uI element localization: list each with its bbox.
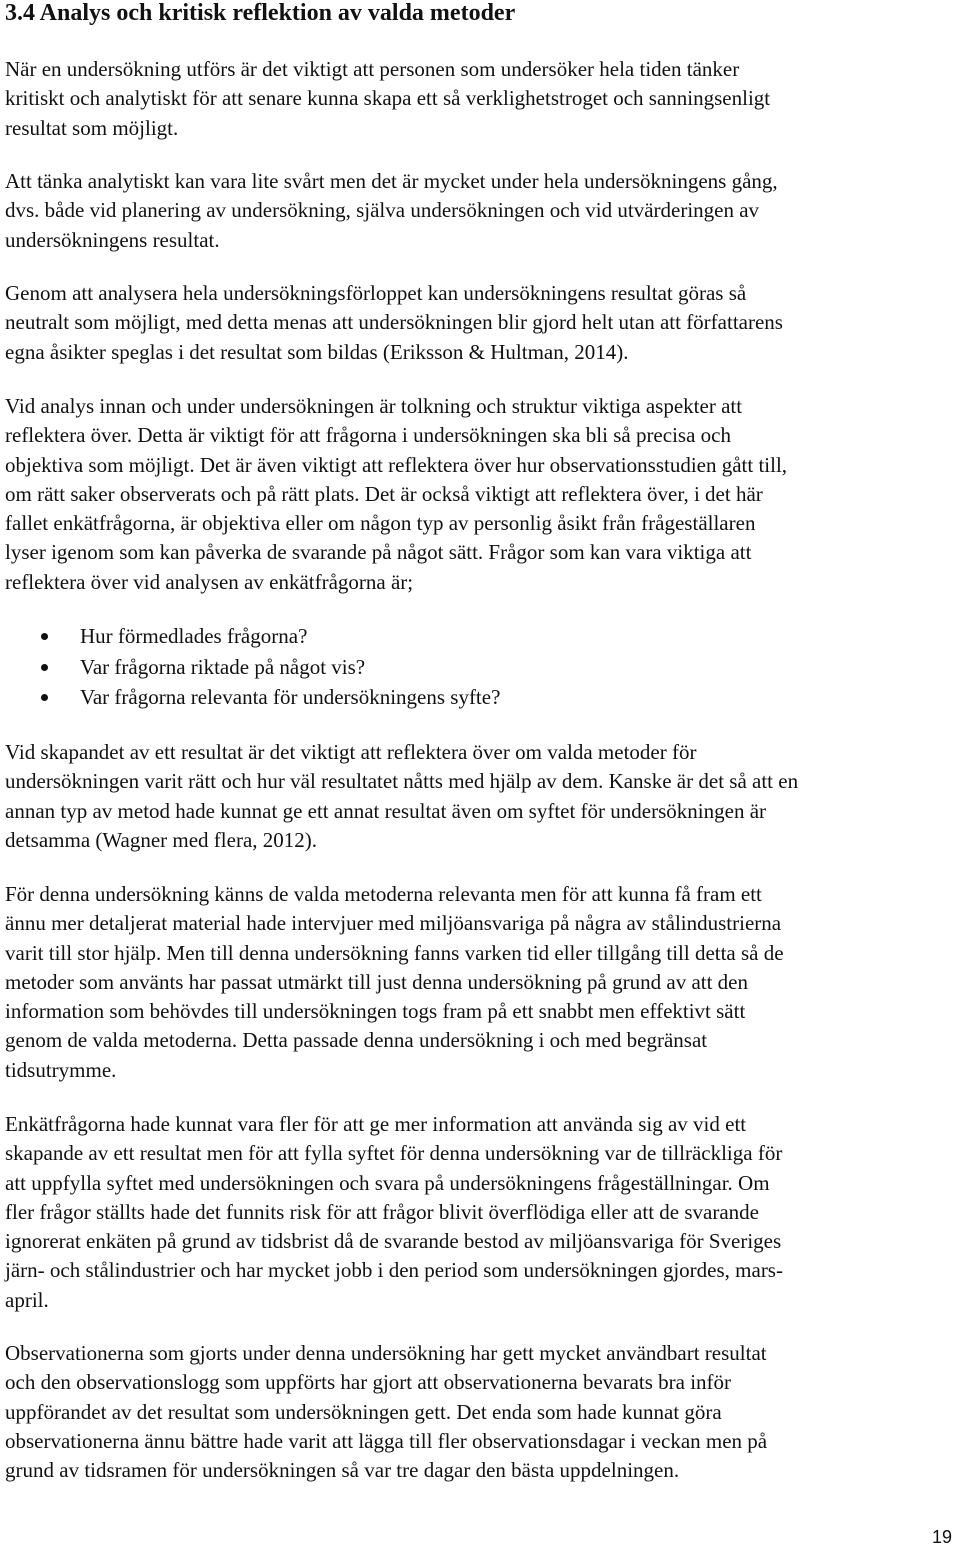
- text-line: Enkätfrågorna hade kunnat vara fler för att ge mer information att använda sig av vid ett: [5, 1112, 747, 1136]
- text-line: Vid analys innan och under undersökningen är tolkning och struktur viktiga aspekter att: [5, 394, 743, 418]
- text-line: tidsutrymme.: [5, 1057, 117, 1082]
- text-line: lyser igenom som kan påverka de svarande på något sätt. Frågor som kan vara viktiga att: [5, 540, 752, 565]
- text-line: reflektera över. Detta är viktigt för att frågorna i undersökningen ska bli så precisa och: [5, 423, 731, 448]
- text-line: ignorerat enkäten på grund av tidsbrist då de svarande bestod av miljöansvariga för Sveriges: [5, 1229, 782, 1254]
- text-line: Vid skapandet av ett resultat är det viktigt att reflektera över om valda metoder för: [5, 740, 697, 764]
- text-line: fallet enkätfrågorna, är objektiva eller om någon typ av personlig åsikt från frågeställaren: [5, 511, 756, 536]
- bullet-text: Var frågorna relevanta för undersökningens syfte?: [80, 685, 501, 709]
- text-line: och den observationslogg som uppförts har gjort att observationerna bevarats bra inför: [5, 1370, 732, 1395]
- text-line: skapande av ett resultat men för att fylla syftet för denna undersökning var de tillräckliga för: [5, 1141, 783, 1166]
- text-line: varit till stor hjälp. Men till denna undersökning fanns varken tid eller tillgång till detta så de: [5, 940, 784, 965]
- text-line: Observationerna som gjorts under denna undersökning har gett mycket användbart resultat: [5, 1341, 767, 1365]
- text-line: undersökningens resultat.: [5, 227, 220, 252]
- paragraph-intro: [5, 55, 955, 143]
- text-line: genom de valda metoderna. Detta passade denna undersökning i och med begränsat: [5, 1028, 708, 1053]
- text-line: kritiskt och analytiskt för att senare kunna skapa ett så verklighetstroget och sanningsenligt: [5, 86, 771, 111]
- text-line: metoder som använts har passat utmärkt till just denna undersökning på grund av att den: [5, 969, 748, 994]
- paragraph-observations: [5, 1339, 955, 1485]
- text-line: fler frågor ställts hade det funnits risk för att frågor blivit överflödiga eller att de svarande: [5, 1199, 759, 1224]
- list-item: [5, 682, 955, 713]
- text-line: att uppfylla syftet med undersökningen och svara på undersökningens frågeställningar. Om: [5, 1170, 770, 1195]
- text-line: Att tänka analytiskt kan vara lite svårt men det är mycket under hela undersökningens gång,: [5, 169, 778, 193]
- text-line: april.: [5, 1287, 49, 1312]
- bullet-icon: [41, 694, 48, 701]
- bullet-text: Hur förmedlades frågorna?: [80, 624, 308, 648]
- text-line: När en undersökning utförs är det viktigt att personen som undersöker hela tiden tänker: [5, 57, 740, 81]
- text-line: resultat som möjligt.: [5, 115, 179, 140]
- paragraph-method-evaluation: [5, 738, 955, 855]
- bullet-icon: [41, 633, 48, 640]
- page-number: 19: [931, 1527, 952, 1547]
- text-line: information som behövdes till undersökningen togs fram på ett snabbt men effektivt sätt: [5, 999, 746, 1024]
- text-line: järn- och stålindustrier och har mycket jobb i den period som undersökningen gjordes, mars-: [5, 1258, 783, 1283]
- text-line: uppförandet av det resultat som undersökningen gett. Det enda som hade kunnat göra: [5, 1399, 722, 1424]
- text-line: För denna undersökning känns de valda metoderna relevanta men för att kunna få fram ett: [5, 882, 762, 906]
- question-bullet-list: [5, 621, 955, 713]
- paragraph-method-relevance: [5, 880, 955, 1085]
- paragraph-interpretation: [5, 392, 955, 597]
- text-line: objektiva som möjligt. Det är även viktigt att reflektera över hur observationsstudien gått till,: [5, 452, 788, 477]
- text-line: egna åsikter speglas i det resultat som bildas (Eriksson & Hultman, 2014).: [5, 339, 629, 364]
- text-line: neutralt som möjligt, med detta menas att undersökningen blir gjord helt utan att författarens: [5, 310, 783, 335]
- section-heading: 3.4 Analys och kritisk reflektion av valda metoder: [5, 0, 516, 26]
- bullet-icon: [41, 664, 48, 671]
- text-line: detsamma (Wagner med flera, 2012).: [5, 827, 318, 852]
- text-line: annan typ av metod hade kunnat ge ett annat resultat även om syftet för undersökningen är: [5, 798, 767, 823]
- list-item: [5, 621, 955, 652]
- text-line: ännu mer detaljerat material hade intervjuer med miljöansvariga på några av stålindustrierna: [5, 911, 782, 936]
- text-line: observationerna ännu bättre hade varit att lägga till fler observationsdagar i veckan men på: [5, 1428, 768, 1453]
- text-line: grund av tidsramen för undersökningen så var tre dagar den bästa uppdelningen.: [5, 1458, 680, 1483]
- text-line: undersökningen varit rätt och hur väl resultatet nåtts med hjälp av dem. Kanske är det så att en: [5, 769, 799, 794]
- text-line: reflektera över vid analysen av enkätfrågorna är;: [5, 569, 414, 594]
- text-line: om rätt saker observerats och på rätt plats. Det är också viktigt att reflektera över, i det här: [5, 481, 763, 506]
- paragraph-analytical-thinking: [5, 167, 955, 255]
- list-item: [5, 652, 955, 683]
- paragraph-analysis-process: [5, 279, 955, 367]
- bullet-text: Var frågorna riktade på något vis?: [80, 654, 366, 679]
- text-line: dvs. både vid planering av undersökning, själva undersökningen och vid utvärderingen av: [5, 198, 760, 223]
- text-line: Genom att analysera hela undersökningsförloppet kan undersökningens resultat göras så: [5, 281, 747, 305]
- paragraph-survey-questions: [5, 1110, 955, 1315]
